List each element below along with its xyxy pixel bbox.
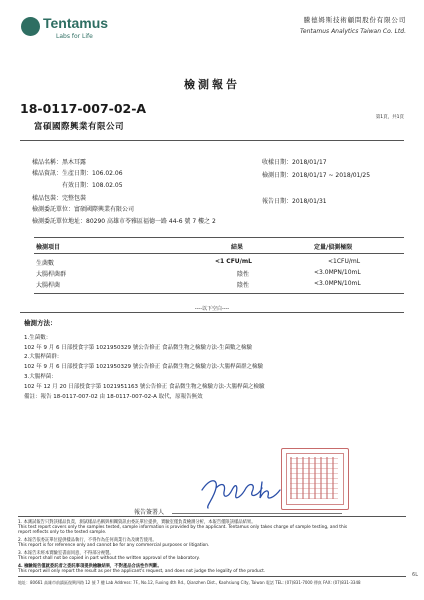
company-name-zh: 騰德姆斯技術顧問股份有限公司 <box>303 16 406 24</box>
side-mark: 6L <box>412 572 418 578</box>
report-title: 檢測報告 <box>184 78 240 91</box>
signature-line <box>172 513 342 514</box>
logo-tagline: Labs for Life <box>56 33 93 40</box>
method-line: 3.大腸桿菌： <box>24 374 57 380</box>
method-line: 102 年 9 月 6 日部授食字第 1021950329 號公告修正 食品微生物之檢驗方法-生菌數之檢驗 <box>24 345 252 351</box>
company-name-en: Tentamus Analytics Taiwan Co. Ltd. <box>299 28 406 35</box>
divider <box>20 140 404 141</box>
logo-name: Tentamus <box>43 15 109 31</box>
logo-mark-icon <box>21 17 40 36</box>
note-line: This report is for reference only and cannot be for any commercial purposes or litigation. <box>18 543 210 548</box>
production-date: 樣品資訊：生產日期：106.02.06 <box>32 170 123 177</box>
test-period: 檢測日期：2018/01/17 ~ 2018/01/25 <box>262 172 371 179</box>
received-date: 收樣日期：2018/01/17 <box>262 159 327 166</box>
limit-cell: <1CFU/mL <box>328 258 361 265</box>
limit-cell: <3.0MPN/10mL <box>314 280 361 287</box>
client-name: 富碩國際興業有限公司 <box>34 122 125 132</box>
divider <box>18 576 406 577</box>
divider <box>18 516 406 517</box>
signature-image <box>196 472 286 512</box>
note-line: 1. 本測試報告只對該樣品負責，測試樣品名稱與相關資訊由委託單位提供，實驗室僅負責檢測分析，本報告僅限該樣品結果。 <box>18 520 256 525</box>
divider <box>20 312 404 313</box>
header-rule <box>34 253 404 254</box>
page-info: 第1頁，共1頁 <box>375 115 404 120</box>
note-line: 2. 本報告依委託單位提供樣品執行，不得作為任何商業行為及廣告使用。 <box>18 538 157 543</box>
result-cell: 陰性 <box>237 282 250 289</box>
blank-below-note: ----以下空白---- <box>194 306 230 312</box>
report-number: 18-0117-007-02-A <box>20 101 147 116</box>
method-line: 1.生菌數： <box>24 335 52 341</box>
report-date: 報告日期：2018/01/31 <box>262 198 327 205</box>
note-line: 3. 本報告未經本實驗室書面同意，不得部分複製。 <box>18 551 114 556</box>
methods-heading: 檢測方法： <box>24 319 57 327</box>
header-result: 結果 <box>231 244 244 251</box>
note-line: 4. 檢驗報告僅就委託者之委託事項提供檢驗結果，不對產品合法性作判斷。 <box>18 564 162 569</box>
method-line: 102 年 12 月 20 日部授食字第 1021951163 號公告修正 食品微生物之檢驗方法-大腸桿菌之檢驗 <box>24 384 265 390</box>
method-line: 102 年 9 月 6 日部授食字第 1021950329 號公告修正 食品微生物之檢驗方法-大腸桿菌群之檢驗 <box>24 364 263 370</box>
expiry-date: 有效日期：108.02.05 <box>62 182 123 189</box>
item-cell: 生菌數 <box>36 260 55 267</box>
note-line: This test report covers only the samples tested, sample information is provided by the applicant. Tentamus only takes charge of sample testing, and this <box>18 525 348 530</box>
signatory-label: 報告簽署人 <box>134 509 165 516</box>
company-seal-stamp <box>281 448 349 510</box>
note-line: This report will only report the result as per the applicant's request, and does not judge the legality of the product. <box>18 569 266 574</box>
limit-cell: <3.0MPN/10mL <box>314 269 361 276</box>
sample-name: 樣品名稱：黑木耳露 <box>32 159 87 166</box>
note-line: report reflects only to the tested sample. <box>18 530 107 535</box>
result-cell: <1 CFU/mL <box>215 258 252 265</box>
result-cell: 陰性 <box>237 271 250 278</box>
table-top-rule <box>34 237 404 238</box>
client-line: 檢測委託單位：富碩國際興業有限公司 <box>32 206 135 213</box>
table-bottom-rule <box>34 293 404 294</box>
method-line: 備註：報告 18-0117-007-02 由 18-0117-007-02-A 取代，原報告無效 <box>24 394 203 400</box>
client-address: 檢測委託單位地址：80290 高雄市苓雅區福德一路 44-6 號 7 樓之 2 <box>32 218 216 225</box>
note-line: This report shall not be copied in part without the written approval of the laboratory. <box>18 556 200 561</box>
packaging: 樣品包裝：完整包裝 <box>32 195 87 202</box>
header-item: 檢測項目 <box>36 244 61 251</box>
item-cell: 大腸桿菌群 <box>36 271 67 278</box>
item-cell: 大腸桿菌 <box>36 282 61 289</box>
header-limit: 定量/偵測極限 <box>314 244 353 251</box>
footer-address: 地址：80661 高雄市前鎮區復興四路 12 號 7 樓 Lab Address: 7F., No.12, Fuxing 4th Rd., Qianzhen Dist., Kaohsiung City, Taiwan 電話 TEL: (07)831-7000 傳真 FAX: (07)831-3348 <box>18 580 361 585</box>
method-line: 2.大腸桿菌群： <box>24 354 63 360</box>
